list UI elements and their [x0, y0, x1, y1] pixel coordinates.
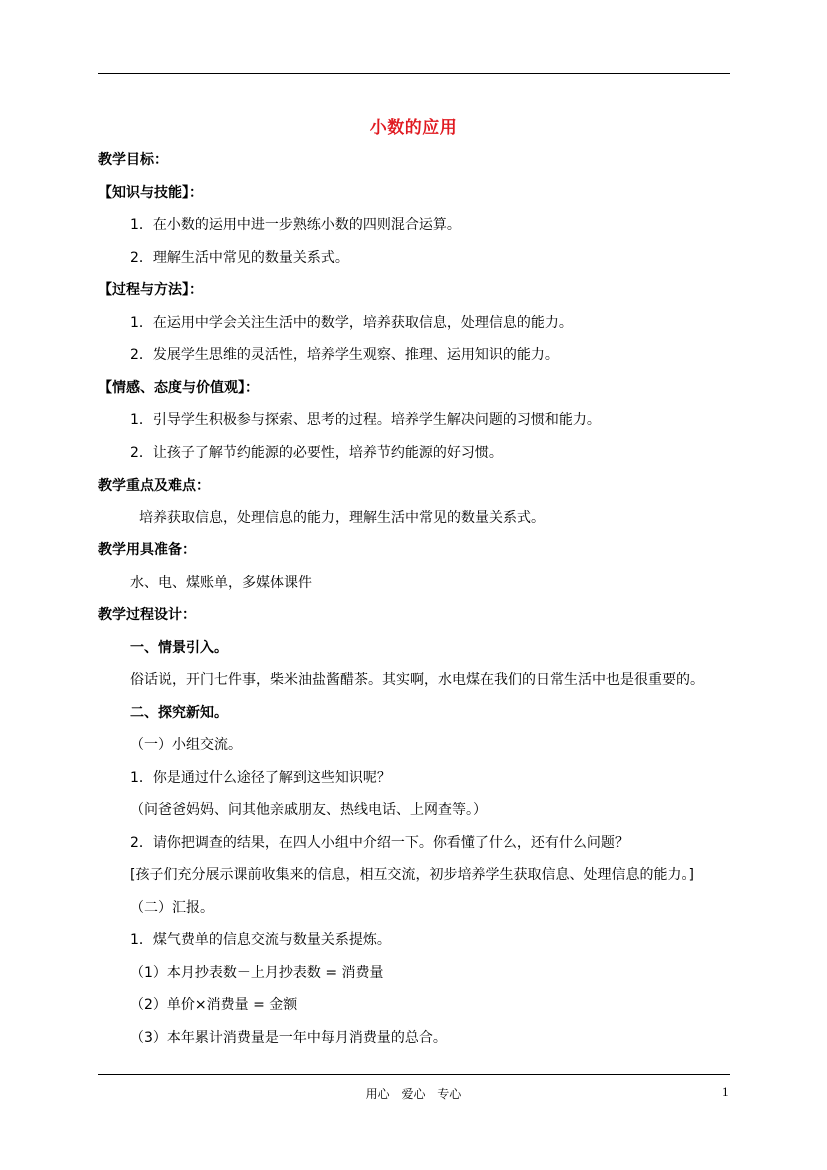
body-text-line: （1）本月抄表数－上月抄表数 = 消费量	[130, 965, 384, 981]
body-text-line: 2．让孩子了解节约能源的必要性，培养节约能源的好习惯。	[130, 445, 503, 461]
section-heading: 教学目标：	[98, 152, 168, 168]
body-text-line: 水、电、煤账单，多媒体课件	[130, 575, 312, 591]
body-text-line: [孩子们充分展示课前收集来的信息，相互交流，初步培养学生获取信息、处理信息的能力。]	[130, 867, 694, 883]
body-text-line: （二）汇报。	[130, 900, 214, 916]
section-heading: 二、探究新知。	[130, 705, 228, 721]
body-text-line: （问爸爸妈妈、问其他亲戚朋友、热线电话、上网查等。）	[130, 802, 487, 818]
document-title: 小数的应用	[369, 118, 458, 138]
header-rule	[98, 73, 730, 74]
footer-slogan: 用心 爱心 专心	[365, 1087, 462, 1101]
body-text-line: 1．引导学生积极参与探索、思考的过程。培养学生解决问题的习惯和能力。	[130, 412, 601, 428]
body-text-line: （3）本年累计消费量是一年中每月消费量的总合。	[130, 1030, 447, 1046]
section-heading: 教学过程设计：	[98, 607, 196, 623]
body-text-line: （一）小组交流。	[130, 737, 242, 753]
body-text-line: 1．你是通过什么途径了解到这些知识呢？	[130, 770, 391, 786]
body-text-line: 1．在小数的运用中进一步熟练小数的四则混合运算。	[130, 217, 461, 233]
body-text-line: 1．在运用中学会关注生活中的数学，培养获取信息，处理信息的能力。	[130, 315, 573, 331]
body-text-line: 培养获取信息，处理信息的能力，理解生活中常见的数量关系式。	[139, 510, 545, 526]
body-text-line: 俗话说，开门七件事，柴米油盐酱醋茶。其实啊，水电煤在我们的日常生活中也是很重要的。	[130, 672, 704, 688]
body-text-line: 2．理解生活中常见的数量关系式。	[130, 250, 349, 266]
body-text-line: 2．请你把调查的结果，在四人小组中介绍一下。你看懂了什么，还有什么问题？	[130, 835, 629, 851]
section-heading: 【情感、态度与价值观】：	[98, 380, 259, 396]
page-number: 1	[722, 1084, 729, 1099]
body-text-line: （2）单价×消费量 = 金额	[130, 997, 298, 1013]
section-heading: 教学重点及难点：	[98, 478, 210, 494]
section-heading: 【知识与技能】：	[98, 185, 203, 201]
footer-rule	[98, 1074, 730, 1075]
section-heading: 教学用具准备：	[98, 542, 196, 558]
section-heading: 【过程与方法】：	[98, 282, 203, 298]
section-heading: 一、情景引入。	[130, 640, 228, 656]
body-text-line: 2．发展学生思维的灵活性，培养学生观察、推理、运用知识的能力。	[130, 347, 559, 363]
body-text-line: 1．煤气费单的信息交流与数量关系提炼。	[130, 932, 391, 948]
